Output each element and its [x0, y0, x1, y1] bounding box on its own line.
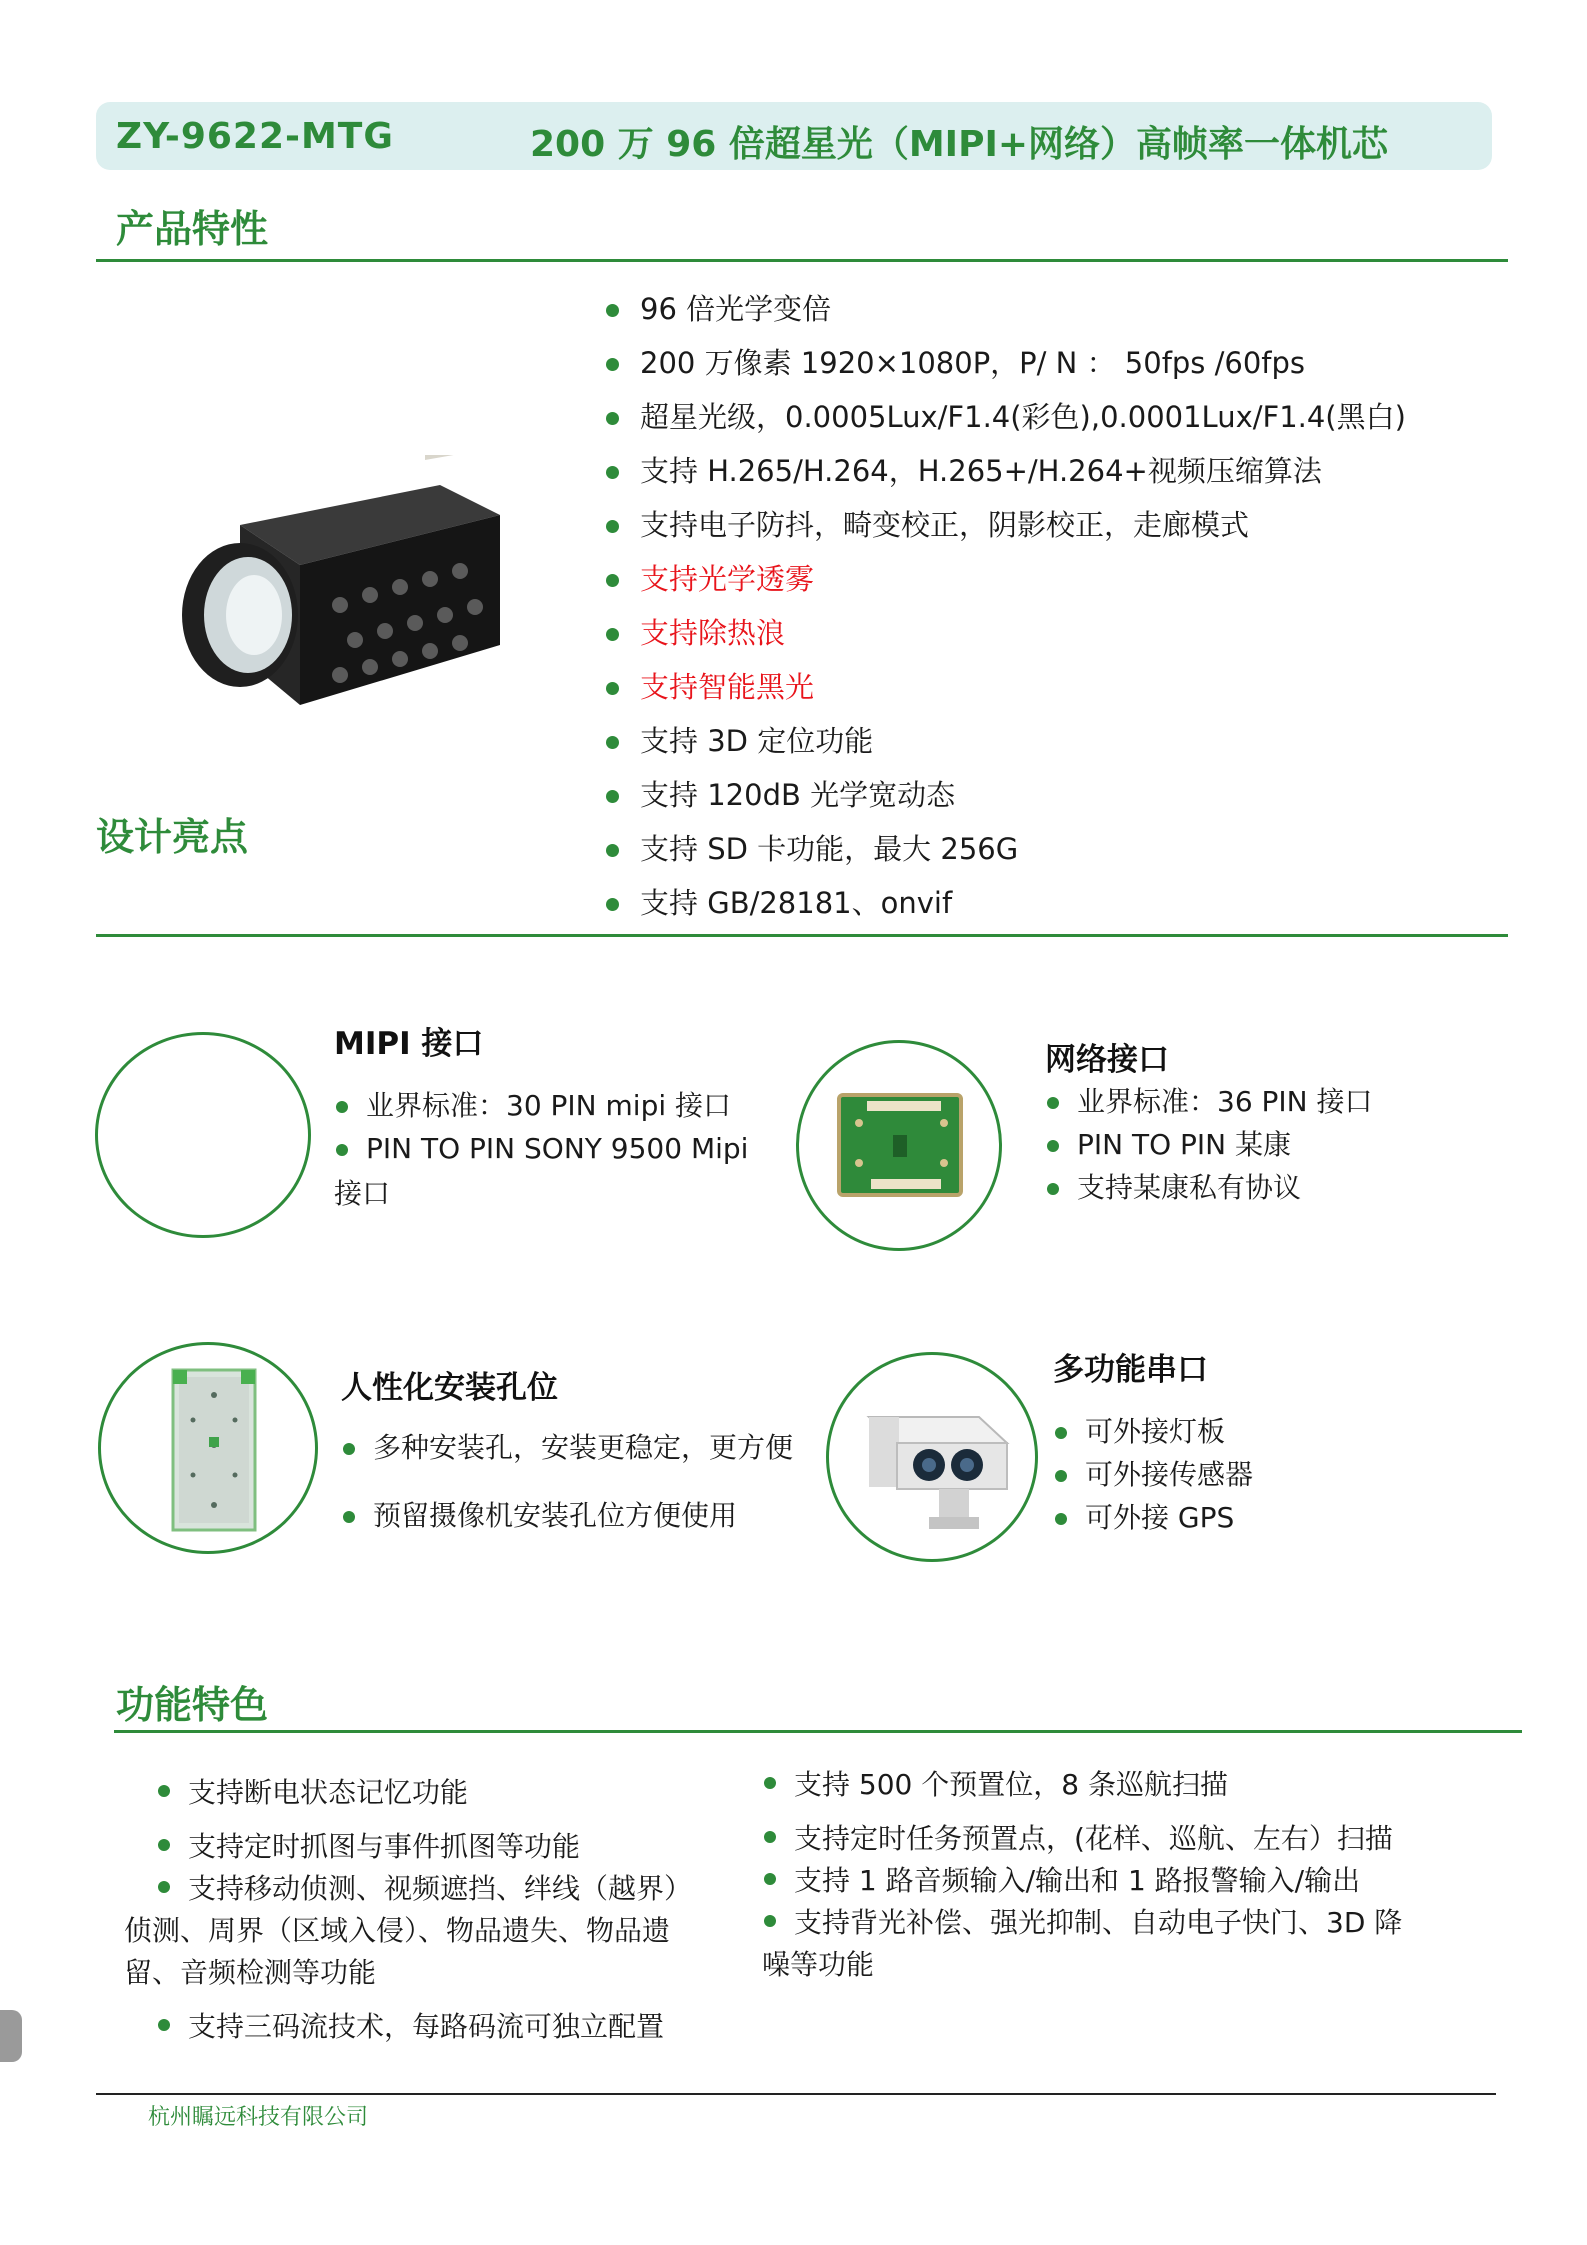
- footer-company: 杭州瞩远科技有限公司: [148, 2105, 369, 2130]
- mount-item: 多种安装孔，安装更稳定，更方便: [341, 1426, 793, 1469]
- function-item: 支持移动侦测、视频遮挡、绊线（越界）: [158, 1868, 718, 1910]
- bullet-dot: [764, 1915, 776, 1927]
- feature-item: 支持 SD 卡功能，最大 256G: [604, 822, 1406, 876]
- serial-item: 可外接 GPS: [1053, 1496, 1253, 1539]
- bullet-dot: [764, 1873, 776, 1885]
- section-title-product-features: 产品特性: [116, 207, 269, 251]
- function-item: 支持断电状态记忆功能: [158, 1772, 718, 1814]
- serial-item: 可外接传感器: [1053, 1453, 1253, 1496]
- network-title: 网络接口: [1045, 1042, 1169, 1078]
- network-image-circle: [796, 1040, 1002, 1251]
- function-item: 支持定时抓图与事件抓图等功能: [158, 1826, 718, 1868]
- footer-divider: [96, 2093, 1496, 2095]
- feature-item: 支持 H.265/H.264，H.265+/H.264+视频压缩算法: [604, 444, 1406, 498]
- serial-image-circle: [826, 1352, 1038, 1562]
- mipi-title: MIPI 接口: [334, 1026, 484, 1062]
- feature-item-highlight: 支持智能黑光: [604, 660, 1406, 714]
- serial-list: [1053, 1410, 1253, 1539]
- network-item: PIN TO PIN 某康: [1045, 1123, 1373, 1166]
- function-item: 支持 500 个预置位，8 条巡航扫描: [764, 1764, 1484, 1806]
- function-item: 支持定时任务预置点，(花样、巡航、左右）扫描: [764, 1818, 1484, 1860]
- feature-item-highlight: 支持除热浪: [604, 606, 1406, 660]
- mount-plate-icon: [101, 1345, 315, 1551]
- function-list-left: [124, 1772, 718, 2048]
- mount-item: 预留摄像机安装孔位方便使用: [341, 1494, 793, 1537]
- bullet-dot: [764, 1777, 776, 1789]
- ptz-camera-icon: [829, 1355, 1035, 1559]
- function-item: 支持 1 路音频输入/输出和 1 路报警输入/输出: [764, 1860, 1484, 1902]
- feature-item: 96 倍光学变倍: [604, 282, 1406, 336]
- network-item: 业界标准：36 PIN 接口: [1045, 1080, 1373, 1123]
- product-title: 200 万 96 倍超星光（MIPI+网络）高帧率一体机芯: [530, 124, 1389, 165]
- mipi-item: PIN TO PIN SONY 9500 Mipi: [334, 1127, 774, 1170]
- function-list-right: [764, 1764, 1484, 1986]
- feature-item: 支持 120dB 光学宽动态: [604, 768, 1406, 822]
- bullet-dot: [158, 2019, 170, 2031]
- camera-module-image: [170, 455, 510, 725]
- network-list: [1045, 1080, 1373, 1209]
- mipi-item-continued: 接口: [334, 1177, 391, 1210]
- side-page-tab: [0, 2010, 22, 2062]
- bullet-dot: [764, 1831, 776, 1843]
- mipi-list: [334, 1084, 774, 1170]
- mount-image-circle: [98, 1342, 318, 1554]
- function-item: 支持背光补偿、强光抑制、自动电子快门、3D 降: [764, 1902, 1484, 1944]
- feature-item-highlight: 支持光学透雾: [604, 552, 1406, 606]
- feature-item: 支持 GB/28181、onvif: [604, 876, 1406, 930]
- mount-title: 人性化安装孔位: [341, 1370, 558, 1406]
- section-divider: [96, 259, 1508, 262]
- mipi-image-circle: [95, 1032, 311, 1238]
- section-divider: [96, 934, 1508, 937]
- bullet-dot: [158, 1839, 170, 1851]
- feature-item: 200 万像素 1920×1080P，P/ N ： 50fps /60fps: [604, 336, 1406, 390]
- product-feature-list: [604, 282, 1406, 930]
- mipi-item: 业界标准：30 PIN mipi 接口: [334, 1084, 774, 1127]
- serial-item: 可外接灯板: [1053, 1410, 1253, 1453]
- function-item: 支持三码流技术，每路码流可独立配置: [158, 2006, 718, 2048]
- section-divider: [114, 1730, 1522, 1733]
- model-number: ZY-9622-MTG: [116, 116, 394, 157]
- function-item-continued: 侦测、周界（区域入侵）、物品遗失、物品遗: [124, 1914, 671, 1947]
- bullet-dot: [158, 1881, 170, 1893]
- pcb-board-icon: [799, 1043, 999, 1248]
- bullet-dot: [158, 1785, 170, 1797]
- section-title-design-highlights: 设计亮点: [96, 815, 249, 859]
- section-title-function-features: 功能特色: [116, 1683, 269, 1727]
- function-item-continued: 噪等功能: [762, 1948, 875, 1981]
- function-item-continued: 留、音频检测等功能: [124, 1956, 377, 1989]
- feature-item: 支持电子防抖，畸变校正，阴影校正，走廊模式: [604, 498, 1406, 552]
- feature-item: 超星光级，0.0005Lux/F1.4(彩色),0.0001Lux/F1.4(黑白): [604, 390, 1406, 444]
- feature-item: 支持 3D 定位功能: [604, 714, 1406, 768]
- network-item: 支持某康私有协议: [1045, 1166, 1373, 1209]
- mount-list: [341, 1426, 793, 1537]
- serial-title: 多功能串口: [1053, 1352, 1208, 1388]
